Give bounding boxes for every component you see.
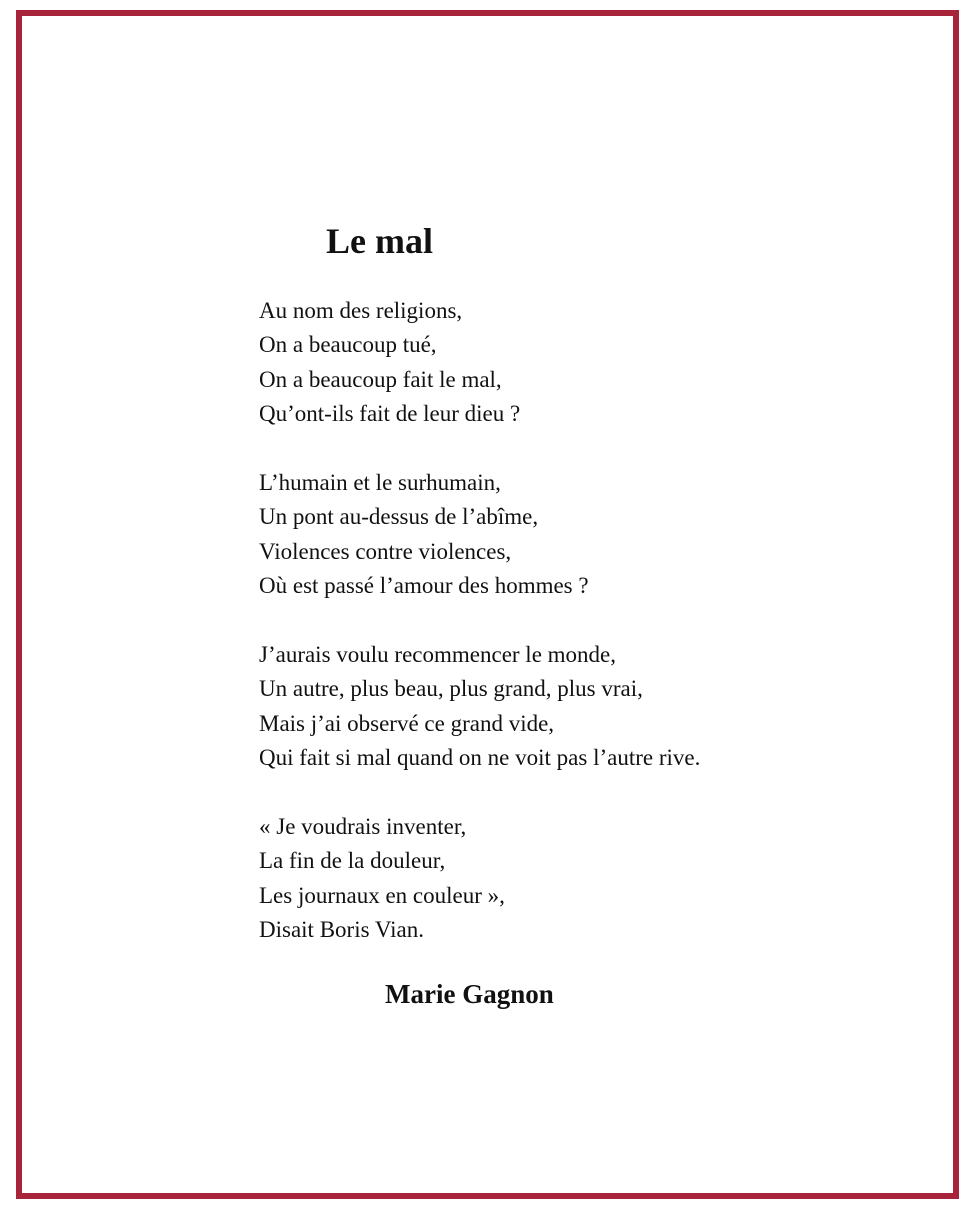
verse-line: Un autre, plus beau, plus grand, plus vrai,	[259, 676, 643, 702]
verse-line: Qui fait si mal quand on ne voit pas l’autre rive.	[259, 745, 701, 771]
verse-line: L’humain et le surhumain,	[259, 470, 501, 496]
verse-line: J’aurais voulu recommencer le monde,	[259, 642, 617, 668]
verse-line: Mais j’ai observé ce grand vide,	[259, 710, 555, 736]
poem-title: Le mal	[326, 221, 433, 261]
verse-line: On a beaucoup fait le mal,	[259, 366, 502, 392]
verse-line: Les journaux en couleur »,	[259, 882, 505, 908]
poem-author: Marie Gagnon	[385, 979, 554, 1009]
verse-line: Au nom des religions,	[259, 298, 463, 323]
verse-line: Disait Boris Vian.	[259, 917, 424, 943]
poem-body	[259, 294, 700, 948]
stanza-2	[259, 466, 700, 604]
stanza-3	[259, 638, 700, 776]
verse-line: « Je voudrais inventer,	[259, 814, 467, 840]
verse-line: Où est passé l’amour des hommes ?	[259, 573, 589, 599]
verse-line: La fin de la douleur,	[259, 848, 446, 874]
verse-line: On a beaucoup tué,	[259, 332, 437, 358]
stanza-1	[259, 294, 700, 432]
verse-line: Violences contre violences,	[259, 538, 512, 564]
verse-line: Qu’ont-ils fait de leur dieu ?	[259, 401, 521, 427]
verse-line: Un pont au-dessus de l’abîme,	[259, 504, 539, 530]
stanza-4	[259, 810, 700, 948]
